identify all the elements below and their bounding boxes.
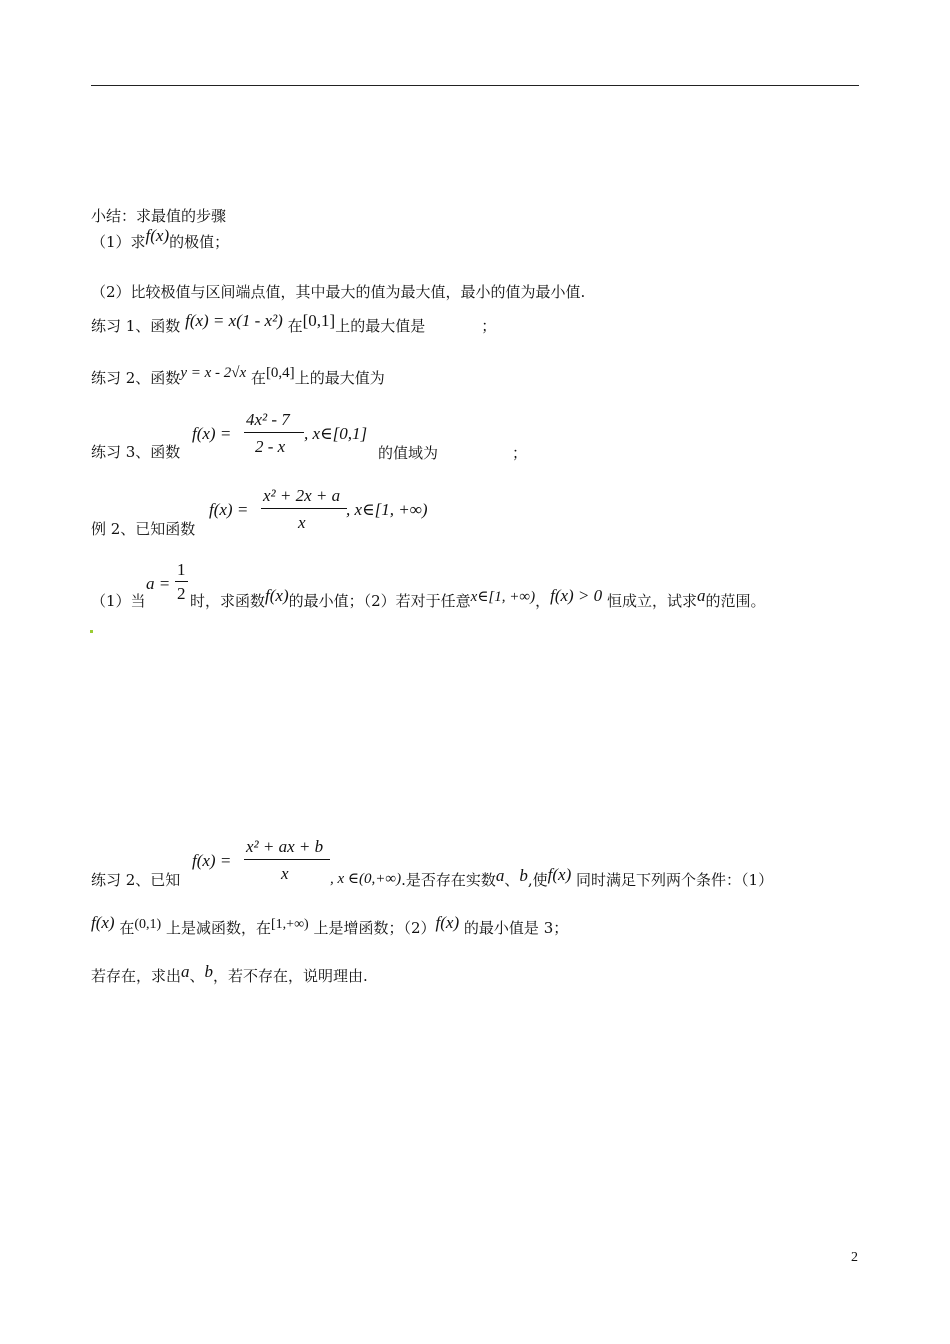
example2-a-num: 1 (177, 560, 186, 579)
ex1-suffix: 上的最大值是 (335, 317, 426, 335)
page-number: 2 (851, 1250, 858, 1265)
example2-a-eq: a = (146, 574, 171, 593)
example2-q2-cond: f(x) > 0 (550, 586, 603, 605)
ex2b-lhs: f(x) = (192, 851, 232, 870)
exercise-2 (91, 365, 385, 389)
ex2b-label: 练习 2、已知 (91, 871, 181, 889)
ex2b-fx: f(x) (547, 865, 572, 884)
ex2-interval: [0,4] (265, 365, 295, 381)
ex1-label: 练习 1、函数 (91, 317, 181, 335)
exercise-1 (91, 311, 497, 336)
ex2b-a: a (495, 866, 505, 885)
example2-q2-end: 的范围。 (705, 592, 766, 610)
summary-title: 小结：求最值的步骤 (91, 207, 227, 225)
ex2b-line2-t2: 上是增函数；（2） (313, 919, 436, 937)
step1-suffix: 的极值； (169, 233, 230, 251)
example2-q1-mid: 时，求函数 (190, 592, 266, 610)
ex2b-text2: ,使 (527, 871, 548, 889)
example2-lhs: f(x) = (209, 500, 249, 519)
ex2b-domain: , x ∈(0,+∞) (330, 871, 402, 887)
ex1-end: ； (481, 317, 497, 335)
example2-a-fraction-bar (175, 581, 188, 582)
ex2b-line2-in: 在 (119, 919, 135, 937)
ex2b-line1-rest (330, 865, 774, 891)
ex2b-line3-a: a (181, 962, 190, 981)
header-rule (91, 85, 859, 86)
step1-fx: f(x) (145, 226, 170, 245)
example2-q1-prefix: （1）当 (91, 592, 146, 610)
ex1-interval: [0,1] (302, 311, 336, 330)
example2-q1-suffix: 的最小值；（2）若对于任意 (288, 592, 471, 610)
example2-domain: , x∈[1, +∞) (346, 500, 428, 519)
ex2b-line2-int2: [1,+∞) (271, 917, 309, 932)
ex2b-line3-t1: 若存在，求出 (91, 967, 182, 985)
ex2b-line2-fx2: f(x) (435, 913, 460, 932)
ex3-fraction-bar (244, 432, 304, 433)
ex1-formula: f(x) = x(1 - x²) (185, 311, 283, 330)
ex2b-line3-b: b (204, 962, 214, 981)
example2-label: 例 2、已知函数 (91, 520, 196, 538)
ex2-suffix: 上的最大值为 (294, 369, 385, 387)
ex2b-b: b (519, 866, 528, 885)
ex3-end: ； (512, 444, 528, 462)
ex2b-line2-int1: (0,1) (134, 917, 162, 932)
ex2b-line2-t1: 上是减函数，在 (166, 919, 272, 937)
ex2b-fraction-bar (244, 859, 330, 860)
ex2b-line2 (91, 913, 569, 940)
ex3-suffix: 的值域为 (378, 444, 439, 462)
example2-fraction-bar (261, 508, 347, 509)
example2-numerator: x² + 2x + a (263, 486, 341, 505)
ex2-label: 练习 2、函数 (91, 369, 181, 387)
example2-q2-mid: 恒成立，试求 (606, 592, 697, 610)
example2-a-den: 2 (177, 584, 186, 603)
ex2b-line3-t2: ，若不存在，说明理由. (213, 967, 368, 985)
summary-step1 (91, 226, 230, 252)
ex1-mid: 在 (287, 317, 303, 335)
ex2b-text1: .是否存在实数 (401, 871, 496, 889)
ex2b-line3-sep: 、 (189, 967, 205, 985)
ex2b-denominator: x (281, 864, 289, 883)
example2-q-rest (190, 586, 766, 612)
ex3-domain: , x∈[0,1] (304, 424, 368, 443)
stray-dot (90, 630, 93, 633)
step1-prefix: （1）求 (91, 233, 146, 251)
ex3-lhs: f(x) = (192, 424, 232, 443)
example2-q2-a: a (696, 586, 706, 605)
ex2b-line3 (91, 962, 368, 986)
ex2b-text3: 同时满足下列两个条件：（1） (576, 871, 774, 889)
ex2b-line2-t3: 的最小值是 3； (463, 919, 569, 937)
example2-q2-domain: x∈[1, +∞) (470, 589, 536, 605)
ex2b-sep: 、 (504, 871, 520, 889)
ex3-label: 练习 3、函数 (91, 443, 181, 461)
ex3-denominator: 2 - x (255, 437, 286, 456)
example2-denominator: x (298, 513, 306, 532)
ex2b-line2-fx: f(x) (91, 913, 115, 932)
summary-step2: （2）比较极值与区间端点值，其中最大的值为最大值，最小的值为最小值. (91, 283, 586, 301)
ex2-formula: y = x - 2√x (180, 365, 247, 381)
ex3-numerator: 4x² - 7 (246, 410, 290, 429)
example2-comma: ， (535, 592, 551, 610)
ex2b-numerator: x² + ax + b (246, 837, 324, 856)
example2-q1-fx: f(x) (265, 586, 289, 605)
ex2-mid: 在 (250, 369, 266, 387)
